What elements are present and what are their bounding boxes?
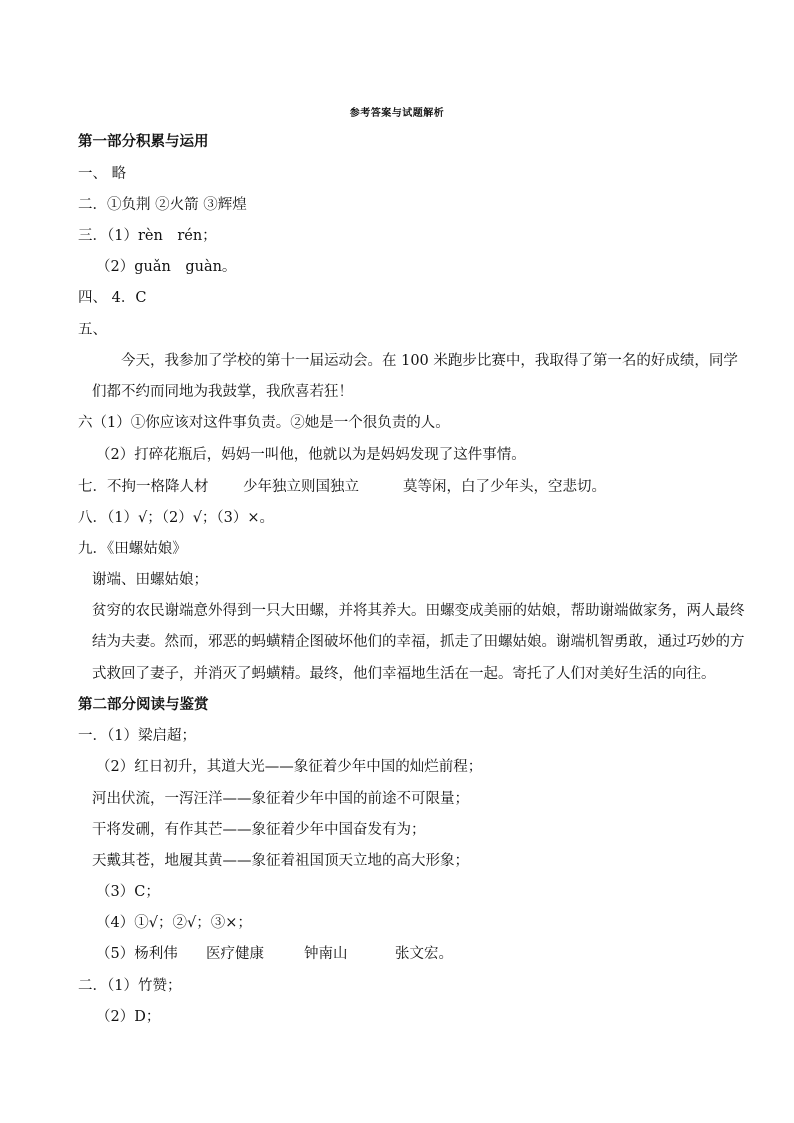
answer-r1-2: （2）红日初升，其道大光——象征着少年中国的灿烂前程；: [96, 759, 483, 775]
answer-r1-1: 一．（1）梁启超；: [78, 728, 196, 744]
answer-q6-2: （2）打碎花瓶后，妈妈一叫他，他就以为是妈妈发现了这件事情。: [96, 447, 526, 463]
answer-q5-line2: 们都不约而同地为我鼓掌，我欣喜若狂！: [92, 384, 353, 400]
answer-q1: 一、 略: [78, 166, 127, 182]
answer-q3-1: 三．（1）rèn rén；: [78, 228, 217, 244]
page-title: 参考答案与试题解析: [349, 108, 445, 119]
answer-r1-3: 河出伏流，一泻汪洋——象征着少年中国的前途不可限量；: [92, 791, 469, 807]
part2-heading: 第二部分阅读与鉴赏: [78, 696, 209, 713]
answer-q9-names: 谢端、田螺姑娘；: [92, 572, 208, 588]
answer-q7-a: 七．不拘一格降人材: [78, 479, 209, 495]
answer-r1-6: （3）C；: [96, 884, 160, 900]
answer-r2-1: 二．（1）竹赞；: [78, 978, 182, 994]
answer-q4: 四、 4．C: [78, 290, 147, 306]
answer-r1-5: 天戴其苍，地履其黄——象征着祖国顶天立地的高大形象；: [92, 853, 469, 869]
answer-r1-7: （4）①√；②√；③×；: [96, 915, 252, 931]
answer-q9-line1: 贫穷的农民谢端意外得到一只大田螺，并将其养大。田螺变成美丽的姑娘，帮助谢端做家务，两人最终: [92, 603, 745, 619]
answer-r1-8-d: 张文宏。: [395, 946, 453, 962]
answer-q7-c: 莫等闲，白了少年头，空悲切。: [403, 479, 606, 495]
answer-q9-label: 九．《田螺姑娘》: [78, 541, 187, 557]
answer-q2: 二．①负荆 ②火箭 ③辉煌: [78, 197, 247, 213]
answer-q9-line2: 结为夫妻。然而，邪恶的蚂蟥精企图破坏他们的幸福，抓走了田螺姑娘。谢端机智勇敢，通过巧妙的方: [92, 634, 745, 650]
answer-r2-2: （2）D；: [96, 1009, 161, 1025]
answer-r1-8-a: （5）杨利伟: [96, 946, 178, 962]
answer-r1-8-c: 钟南山: [304, 946, 348, 962]
answer-q6-1: 六（1）①你应该对这件事负责。②她是一个很负责的人。: [78, 415, 450, 431]
answer-q9-line3: 式救回了妻子，并消灭了蚂蟥精。最终，他们幸福地生活在一起。寄托了人们对美好生活的向往。: [92, 666, 716, 682]
answer-q7-b: 少年独立则国独立: [243, 479, 359, 495]
answer-q5-line1: 今天，我参加了学校的第十一届运动会。在 100 米跑步比赛中，我取得了第一名的好成绩，同学: [121, 353, 738, 369]
answer-q3-2: （2）guǎn guàn。: [96, 259, 237, 275]
answer-q5-label: 五、: [78, 322, 107, 338]
answer-r1-4: 干将发硎，有作其芒——象征着少年中国奋发有为；: [92, 822, 426, 838]
answer-q8: 八．（1）√；（2）√；（3）×。: [78, 510, 275, 526]
part1-heading: 第一部分积累与运用: [78, 133, 209, 150]
answer-r1-8-b: 医疗健康: [206, 946, 264, 962]
